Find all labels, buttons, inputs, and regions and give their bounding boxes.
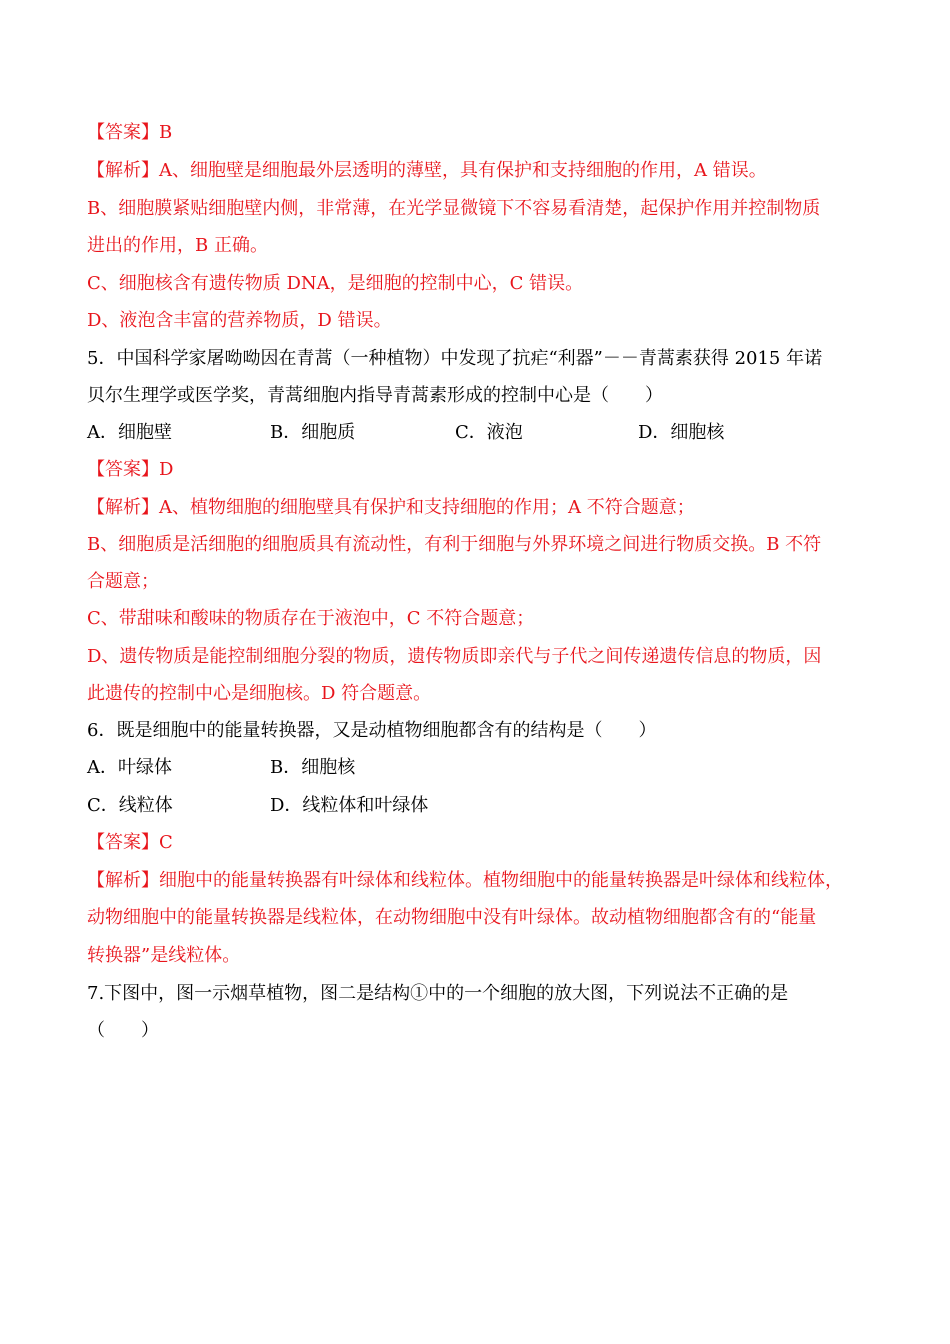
q5-explain-line-3: 合题意； (87, 571, 159, 592)
q5-option-c: C．液泡 (455, 422, 523, 443)
q6-stem: 6．既是细胞中的能量转换器，又是动植物细胞都含有的结构是（ ） (87, 720, 657, 741)
q6-option-d: D．线粒体和叶绿体 (270, 795, 429, 816)
q6-explain-line-3: 转换器”是线粒体。 (87, 945, 241, 966)
q4-answer: 【答案】B (87, 122, 173, 143)
q4-explain-line-1: 【解析】A、细胞壁是细胞最外层透明的薄壁，具有保护和支持细胞的作用，A 错误。 (87, 160, 767, 181)
q4-explain-line-3: 进出的作用，B 正确。 (87, 235, 268, 256)
q6-explain-line-1: 【解析】细胞中的能量转换器有叶绿体和线粒体。植物细胞中的能量转换器是叶绿体和线粒体， (87, 870, 843, 891)
q5-explain-line-1: 【解析】A、植物细胞的细胞壁具有保护和支持细胞的作用；A 不符合题意； (87, 497, 695, 518)
q5-explain-line-5: D、遗传物质是能控制细胞分裂的物质，遗传物质即亲代与子代之间传递遗传信息的物质，因 (87, 646, 822, 667)
q4-explain-line-2: B、细胞膜紧贴细胞壁内侧，非常薄，在光学显微镜下不容易看清楚，起保护作用并控制物质 (87, 198, 821, 219)
q6-option-c: C．线粒体 (87, 795, 173, 816)
q5-option-a: A．细胞壁 (87, 422, 172, 443)
q6-explain-line-2: 动物细胞中的能量转换器是线粒体，在动物细胞中没有叶绿体。故动植物细胞都含有的“能量 (87, 907, 817, 928)
q7-stem-line-2: （ ） (87, 1020, 159, 1041)
q5-explain-line-6: 此遗传的控制中心是细胞核。D 符合题意。 (87, 683, 432, 704)
q6-option-b: B．细胞核 (270, 757, 356, 778)
q4-explain-line-5: D、液泡含丰富的营养物质，D 错误。 (87, 310, 392, 331)
q6-option-a: A．叶绿体 (87, 757, 172, 778)
q5-option-d: D．细胞核 (638, 422, 725, 443)
q5-explain-line-2: B、细胞质是活细胞的细胞质具有流动性，有利于细胞与外界环境之间进行物质交换。B 不符 (87, 534, 822, 555)
q5-answer: 【答案】D (87, 459, 174, 480)
q5-stem-line-2: 贝尔生理学或医学奖，青蒿细胞内指导青蒿素形成的控制中心是（ ） (87, 385, 663, 406)
q4-explain-line-4: C、细胞核含有遗传物质 DNA，是细胞的控制中心，C 错误。 (87, 273, 584, 294)
q5-option-b: B．细胞质 (270, 422, 356, 443)
q5-stem-line-1: 5．中国科学家屠呦呦因在青蒿（一种植物）中发现了抗疟“利器”－－青蒿素获得 2015 年诺 (87, 348, 823, 369)
q6-answer: 【答案】C (87, 832, 173, 853)
q7-stem-line-1: 7.下图中，图一示烟草植物，图二是结构①中的一个细胞的放大图，下列说法不正确的是 (87, 983, 789, 1004)
q5-explain-line-4: C、带甜味和酸味的物质存在于液泡中，C 不符合题意； (87, 608, 535, 629)
